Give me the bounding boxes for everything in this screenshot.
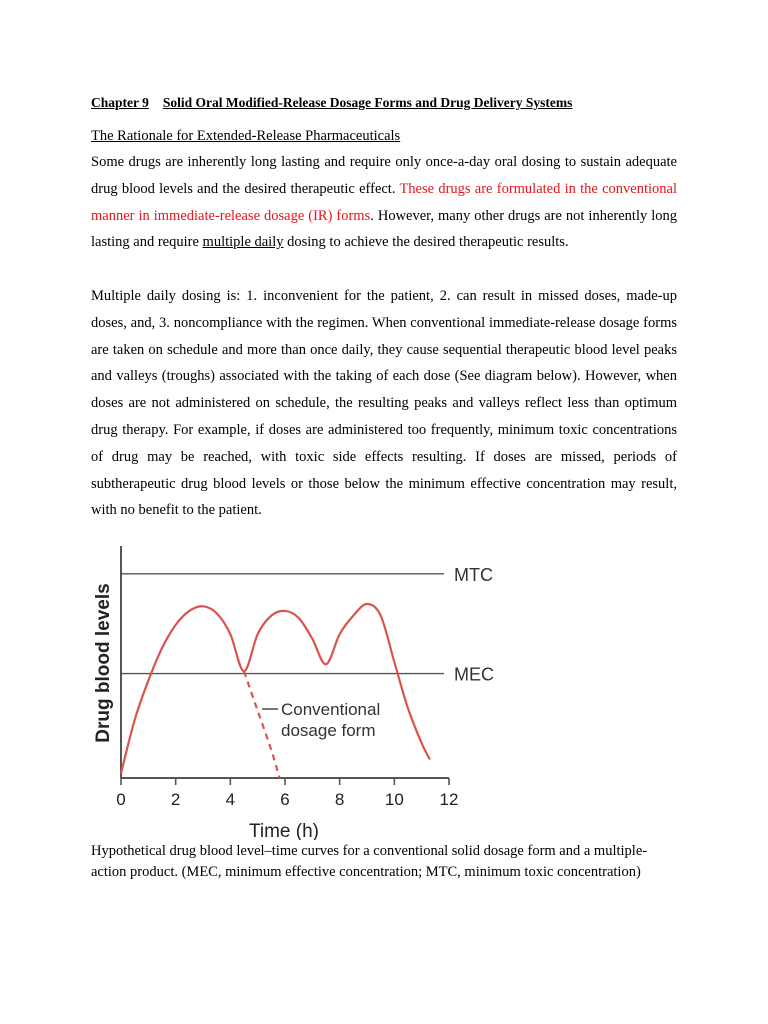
x-tick-label: 10 xyxy=(384,790,404,809)
chapter-title: Solid Oral Modified-Release Dosage Forms and Drug Delivery Systems xyxy=(162,95,573,110)
annotation-line-1: Conventional xyxy=(281,700,381,719)
conventional-annotation xyxy=(262,700,380,740)
x-tick-label: 6 xyxy=(280,790,290,809)
x-tick-label: 0 xyxy=(116,790,126,809)
section-heading: The Rationale for Extended-Release Pharmaceuticals xyxy=(91,128,401,144)
y-axis-label: Drug blood levels xyxy=(93,583,114,743)
highlighted-text: These drugs are formulated in the conventional manner in immediate-release dosage (IR) forms xyxy=(91,180,677,224)
multiple-action-curve xyxy=(121,604,430,773)
paragraph-2: Multiple daily dosing is: 1. inconvenient for the patient, 2. can result in missed doses, made-up doses, and, 3. noncompliance with the regimen. When conventional immediate-release dosage forms are taken on schedule and more than once daily, they cause sequential therapeutic blood level peaks and valleys (troughs) associated with the taking of each dose (See diagram below). However, when doses are not administered on schedule, the resulting peaks and valleys reflect less than optimum drug therapy. For example, if doses are administered too frequently, minimum toxic concentrations of drug may be reached, with toxic side effects resulting. If doses are missed, periods of subtherapeutic drug blood levels or those below the minimum effective concentration may result, with no benefit to the patient. xyxy=(91,288,677,519)
x-tick-label: 2 xyxy=(170,790,181,809)
paragraph-1-text-b: . However, many other drugs are not inherently long lasting and require xyxy=(91,207,677,251)
x-tick-label: 8 xyxy=(334,790,345,809)
chart-curves xyxy=(121,604,430,778)
annotation-line-2: dosage form xyxy=(281,721,376,740)
reference-label-mec: MEC xyxy=(454,664,494,685)
figure-caption: Hypothetical drug blood level–time curves for a conventional solid dosage form and a multiple-action product. (MEC, minimum effective concentration; MTC, minimum toxic concentration) xyxy=(91,843,648,880)
reference-label-mtc: MTC xyxy=(454,564,493,585)
x-ticks xyxy=(116,778,458,809)
drug-level-chart xyxy=(86,538,506,840)
underlined-text: multiple daily xyxy=(202,234,284,251)
x-tick-label: 12 xyxy=(439,790,459,809)
chapter-number: Chapter 9 xyxy=(91,95,149,110)
paragraph-1 xyxy=(91,149,677,256)
chapter-heading xyxy=(91,94,691,112)
chart-axes xyxy=(121,546,449,778)
paragraph-1-text-c: dosing to achieve the desired therapeutic results. xyxy=(283,234,569,251)
chart-svg xyxy=(86,538,506,840)
paragraph-1-text-a: Some drugs are inherently long lasting and require only once-a-day oral dosing to sustain adequate drug blood levels and the desired therapeutic effect. xyxy=(91,154,677,197)
conventional-curve xyxy=(244,671,280,778)
x-axis-label: Time (h) xyxy=(248,821,320,840)
x-tick-label: 4 xyxy=(225,790,236,809)
